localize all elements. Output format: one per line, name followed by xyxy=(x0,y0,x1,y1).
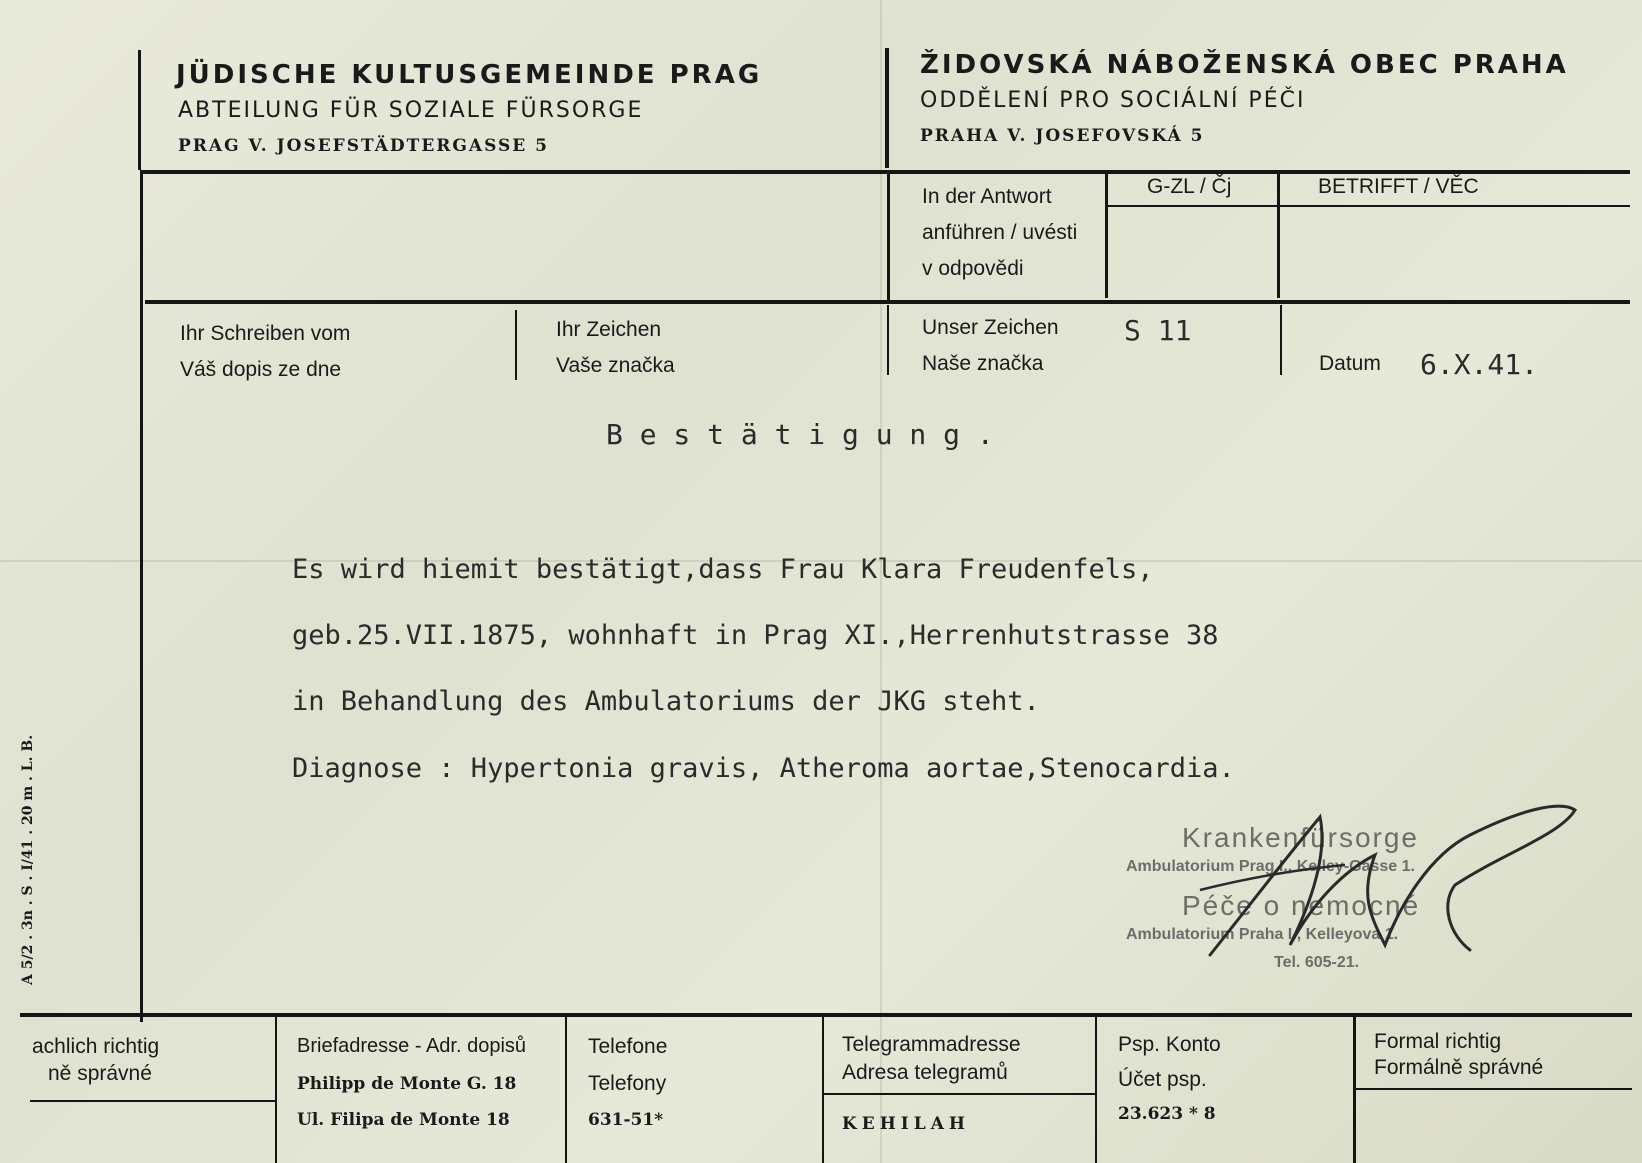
body-line-3: in Behandlung des Ambulatoriums der JKG steht. xyxy=(292,686,1040,717)
rule xyxy=(138,50,141,170)
schreiben-label-cz: Váš dopis ze dne xyxy=(180,358,342,381)
footer-brief-de: Philipp de Monte G. 18 xyxy=(297,1074,517,1094)
header-right-address: PRAHA V. JOSEFOVSKÁ 5 xyxy=(920,126,1205,146)
handwritten-signature xyxy=(1170,795,1590,975)
betrifft-label: BETRIFFT / VĚC xyxy=(1318,175,1479,198)
zeichen-label-de: Ihr Zeichen xyxy=(556,318,662,341)
rule xyxy=(565,1017,567,1163)
footer-formal-de: Formal richtig xyxy=(1374,1030,1502,1053)
footer-telefone-de: Telefone xyxy=(588,1035,668,1058)
header-left-dept: ABTEILUNG FÜR SOZIALE FÜRSORGE xyxy=(178,98,644,123)
rule xyxy=(887,170,890,300)
answer-label-line2: anführen / uvésti xyxy=(922,221,1078,244)
body-line-2: geb.25.VII.1875, wohnhaft in Prag XI.,Herrenhutstrasse 38 xyxy=(292,620,1219,651)
footer-konto-de: Psp. Konto xyxy=(1118,1033,1221,1056)
unser-zeichen-value: S 11 xyxy=(1124,314,1192,347)
footer-telefone-value: 631-51* xyxy=(588,1110,664,1130)
footer-brief-cz: Ul. Filipa de Monte 18 xyxy=(297,1110,510,1130)
stamp-line-4: Ambulatorium Praha I., Kelleyova 1. xyxy=(1126,926,1399,943)
zeichen-label-cz: Vaše značka xyxy=(556,354,675,377)
rule xyxy=(1277,170,1280,298)
rule xyxy=(822,1017,824,1163)
stamp-line-1: Krankenfürsorge xyxy=(1182,822,1420,853)
answer-label-line3: v odpovědi xyxy=(922,257,1024,280)
stamp-line-2: Ambulatorium Prag I., Kelley-Gasse 1. xyxy=(1126,858,1415,875)
rule xyxy=(885,48,889,168)
rule xyxy=(1105,205,1630,207)
rule xyxy=(1095,1017,1097,1163)
datum-value: 6.X.41. xyxy=(1420,348,1539,381)
rule xyxy=(822,1093,1095,1095)
footer-telegramm-cz: Adresa telegramů xyxy=(842,1061,1008,1084)
stamp-line-5: Tel. 605-21. xyxy=(1274,954,1360,971)
rule xyxy=(1353,1017,1356,1163)
footer-telefone-cz: Telefony xyxy=(588,1072,667,1095)
rule xyxy=(1105,170,1108,298)
footer-brief-label: Briefadresse - Adr. dopisů xyxy=(297,1035,527,1057)
rule xyxy=(140,170,1630,174)
footer-telegramm-value: KEHILAH xyxy=(842,1114,970,1134)
rule xyxy=(1280,305,1282,375)
footer-sachlich-de: achlich richtig xyxy=(32,1035,160,1058)
header-right-title: ŽIDOVSKÁ NÁBOŽENSKÁ OBEC PRAHA xyxy=(920,50,1569,80)
document-heading: B e s t ä t i g u n g . xyxy=(606,418,994,451)
body-line-1: Es wird hiemit bestätigt,dass Frau Klara Freudenfels, xyxy=(292,554,1154,585)
print-code-note: A 5/2 . 3n . S . I/41 . 20 m . L. B. xyxy=(20,734,36,985)
footer-sachlich-cz: ně správné xyxy=(48,1062,152,1085)
rule xyxy=(515,310,517,380)
gzl-label: G-ZL / Čj xyxy=(1147,175,1232,198)
header-left-title: JÜDISCHE KULTUSGEMEINDE PRAG xyxy=(176,60,763,90)
header-left-address: PRAG V. JOSEFSTÄDTERGASSE 5 xyxy=(178,136,550,156)
footer-telegramm-de: Telegrammadresse xyxy=(842,1033,1021,1056)
footer-konto-value: 23.623 * 8 xyxy=(1118,1104,1216,1124)
rule xyxy=(145,300,1630,304)
rule xyxy=(140,170,143,1022)
rule xyxy=(275,1017,277,1163)
footer-formal-cz: Formálně správné xyxy=(1374,1056,1544,1079)
rule xyxy=(20,1013,1632,1017)
footer-konto-cz: Účet psp. xyxy=(1118,1068,1207,1091)
rule xyxy=(1353,1088,1632,1090)
header-right-dept: ODDĚLENÍ PRO SOCIÁLNÍ PÉČI xyxy=(920,88,1306,113)
schreiben-label-de: Ihr Schreiben vom xyxy=(180,322,351,345)
body-line-4: Diagnose : Hypertonia gravis, Atheroma aortae,Stenocardia. xyxy=(292,753,1235,784)
answer-label-line1: In der Antwort xyxy=(922,185,1052,208)
stamp-line-3: Péče o nemocné xyxy=(1182,890,1421,921)
rule xyxy=(30,1100,275,1102)
unser-zeichen-label-cz: Naše značka xyxy=(922,352,1044,375)
rule xyxy=(887,305,889,375)
unser-zeichen-label-de: Unser Zeichen xyxy=(922,316,1059,339)
datum-label: Datum xyxy=(1319,352,1381,375)
